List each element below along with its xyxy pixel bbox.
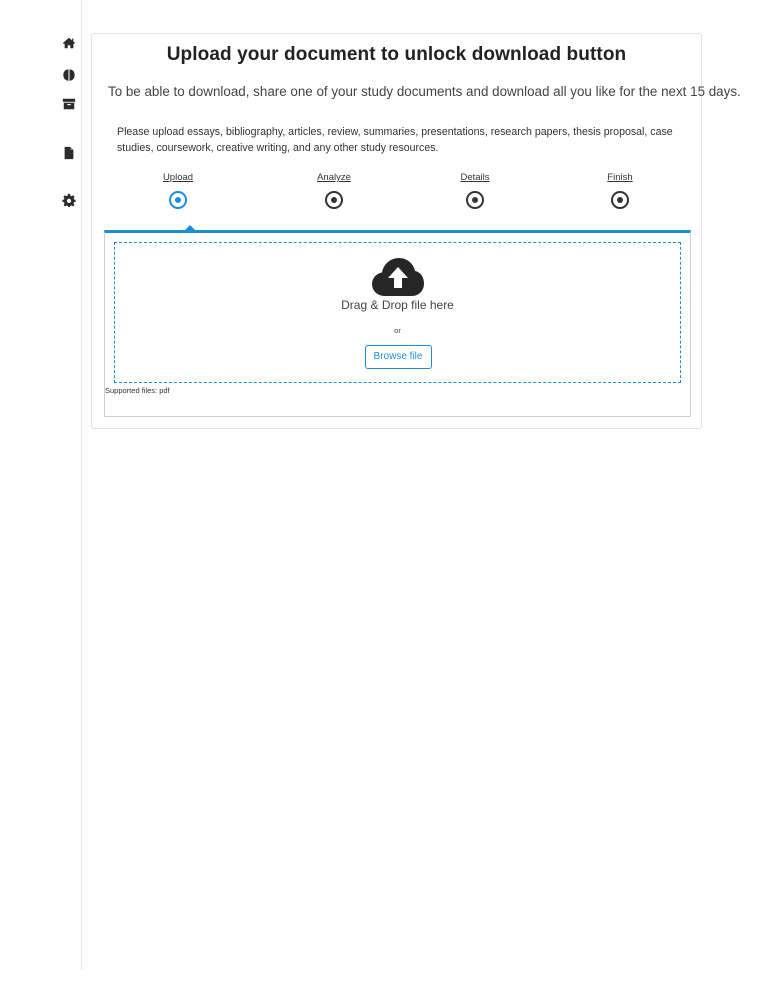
upload-card — [91, 33, 741, 429]
browse-file-button[interactable]: Browse file — [365, 345, 432, 369]
step-label: Finish — [607, 172, 633, 183]
step-upload[interactable] — [118, 172, 238, 209]
or-separator: or — [394, 326, 401, 335]
home-icon[interactable] — [62, 36, 76, 50]
file-icon[interactable] — [62, 146, 76, 160]
step-details[interactable] — [415, 172, 535, 209]
active-step-caret-icon — [185, 225, 195, 230]
upload-description: Please upload essays, bibliography, articles, review, summaries, presentations, research papers, thesis proposal, case studies, coursework, creative writing, and any other study resources. — [117, 126, 673, 154]
step-finish[interactable] — [560, 172, 680, 209]
archive-icon[interactable] — [62, 97, 76, 111]
page-subtitle: To be able to download, share one of your study documents and download all you like for the next 15 days. — [108, 84, 741, 99]
step-radio-icon — [169, 191, 187, 209]
step-label: Upload — [162, 172, 194, 183]
step-radio-icon — [466, 191, 484, 209]
drop-instructions: Drag & Drop file here — [341, 298, 454, 312]
cloud-upload-icon — [371, 257, 425, 297]
step-analyze[interactable] — [274, 172, 394, 209]
file-dropzone[interactable] — [114, 242, 681, 383]
step-radio-icon — [325, 191, 343, 209]
gear-icon[interactable] — [62, 193, 76, 207]
progress-steps — [104, 172, 690, 218]
sidebar — [0, 0, 82, 970]
supported-files-note: Supported files: pdf — [105, 386, 170, 395]
step-radio-icon — [611, 191, 629, 209]
step-label: Details — [460, 172, 490, 183]
step-label: Analyze — [317, 172, 351, 183]
brain-icon[interactable] — [62, 68, 76, 82]
page-title: Upload your document to unlock download button — [166, 44, 627, 65]
upload-panel — [104, 230, 691, 417]
